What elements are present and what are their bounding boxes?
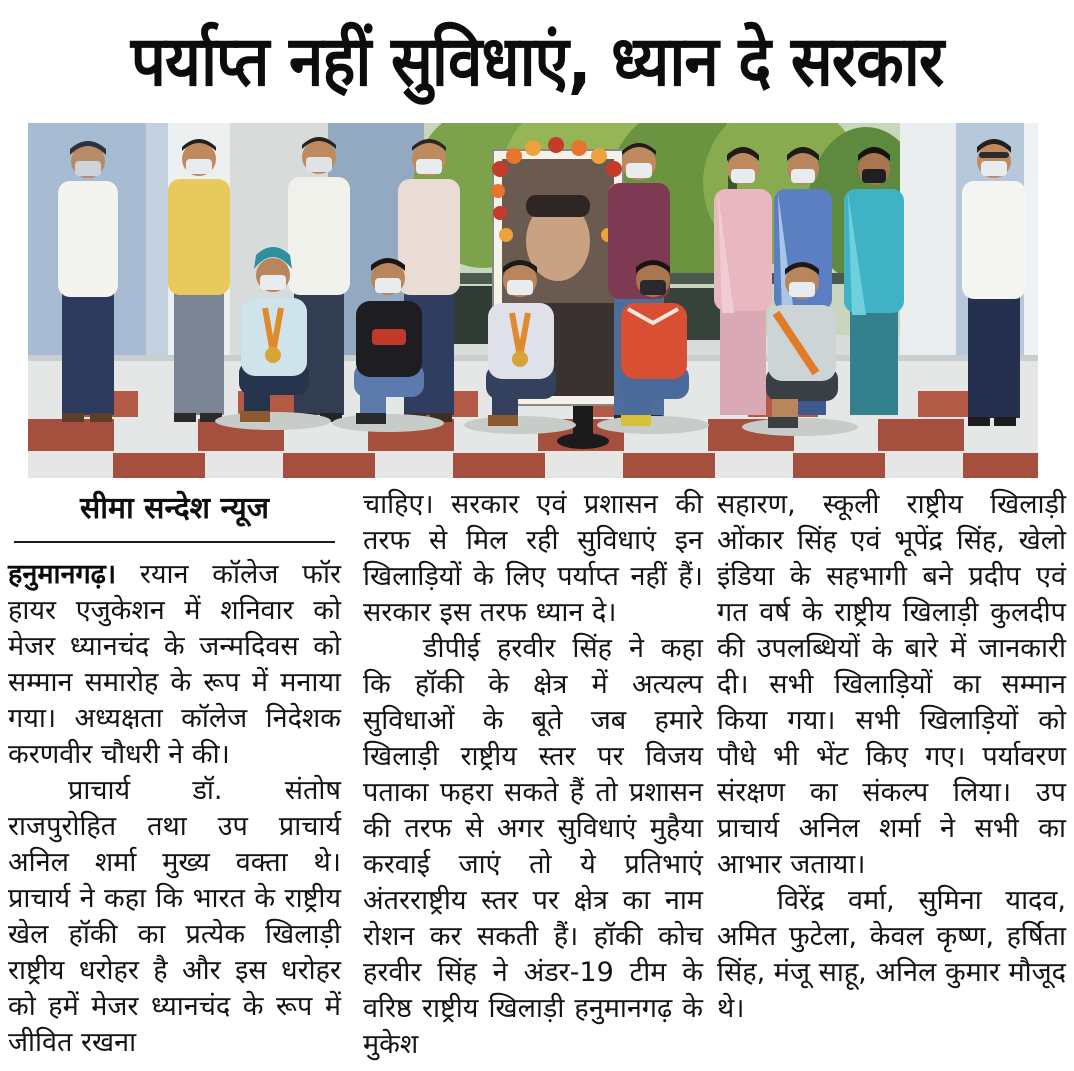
headline-bar: [0, 0, 1074, 118]
paragraph-6: विरेंद्र वर्मा, सुमिना यादव, अमित फुटेला, केवल कृष्ण, हर्षिता सिंह, मंजू साहू, अनिल कुमार मौजूद थे।: [717, 885, 1066, 1024]
byline: सीमा सन्देश न्यूज: [14, 487, 335, 543]
paragraph-3: चाहिए। सरकार एवं प्रशासन की तरफ से मिल रही सुविधाएं इन खिलाड़ियों के लिए पर्याप्त नहीं हैं। सरकार इस तरफ ध्यान दे।: [363, 489, 703, 628]
person-white-shirt-right: [962, 139, 1026, 426]
paragraph-4: डीपीई हरवीर सिंह ने कहा कि हॉकी के क्षेत्र में अत्यल्प सुविधाओं के बूते जब हमारे खिलाड़ी राष्ट्रीय स्तर पर विजय पताका फहरा सकते हैं तो प्रशासन की तरफ से अगर सुविधाएं मुहैया करवाई जाएं तो ये प्रतिभाएं अंतरराष्ट्रीय स्तर पर क्षेत्र का नाम रोशन कर सकती हैं। हॉकी कोच हरवीर सिंह ने अंडर-19 टीम के वरिष्ठ राष्ट्रीय खिलाड़ी हनुमानगढ़ के मुकेश: [363, 633, 703, 1060]
person-cap-white-shirt: [58, 141, 118, 422]
paragraph-1-text: रयान कॉलेज फॉर हायर एजुकेशन में शनिवार को मेजर ध्यानचंद के जन्मदिवस को सम्मान समारोह के रूप में मनाया गया। अध्यक्षता कॉलेज निदेशक करणवीर चौधरी ने की।: [8, 559, 341, 770]
article-column-3: [717, 487, 1066, 1027]
paragraph-1: [8, 557, 341, 773]
person-yellow-shirt: [168, 139, 230, 422]
dateline: हनुमानगढ़।: [8, 559, 117, 590]
news-photo-scene: [28, 123, 1038, 478]
paragraph-5: सहारण, स्कूली राष्ट्रीय खिलाड़ी ओंकार सिंह एवं भूपेंद्र सिंह, खेलो इंडिया के सहभागी बने प्रदीप एवं गत वर्ष के राष्ट्रीय खिलाड़ी कुलदीप की उपलब्धियों के बारे में जानकारी दी। सभी खिलाड़ियों का सम्मान किया गया। सभी खिलाड़ियों को पौधे भी भेंट किए गए। पर्यावरण संरक्षण का संकल्प लिया। उप प्राचार्य अनिल शर्मा ने सभी का आभार जताया।: [717, 489, 1066, 880]
paragraph-2: प्राचार्य डॉ. संतोष राजपुरोहित तथा उप प्राचार्य अनिल शर्मा मुख्य वक्ता थे। प्राचार्य ने कहा कि भारत के राष्ट्रीय खेल हॉकी का प्रत्येक खिलाड़ी राष्ट्रीय धरोहर है और इस धरोहर को हमें मेजर ध्यानचंद के रूप में जीवित रखना: [8, 775, 341, 1058]
article-column-1: [8, 487, 341, 1061]
article-column-2: [363, 487, 703, 1063]
news-photo: [28, 123, 1038, 478]
headline-text: पर्याप्त नहीं सुविधाएं, ध्यान दे सरकार: [130, 19, 944, 102]
